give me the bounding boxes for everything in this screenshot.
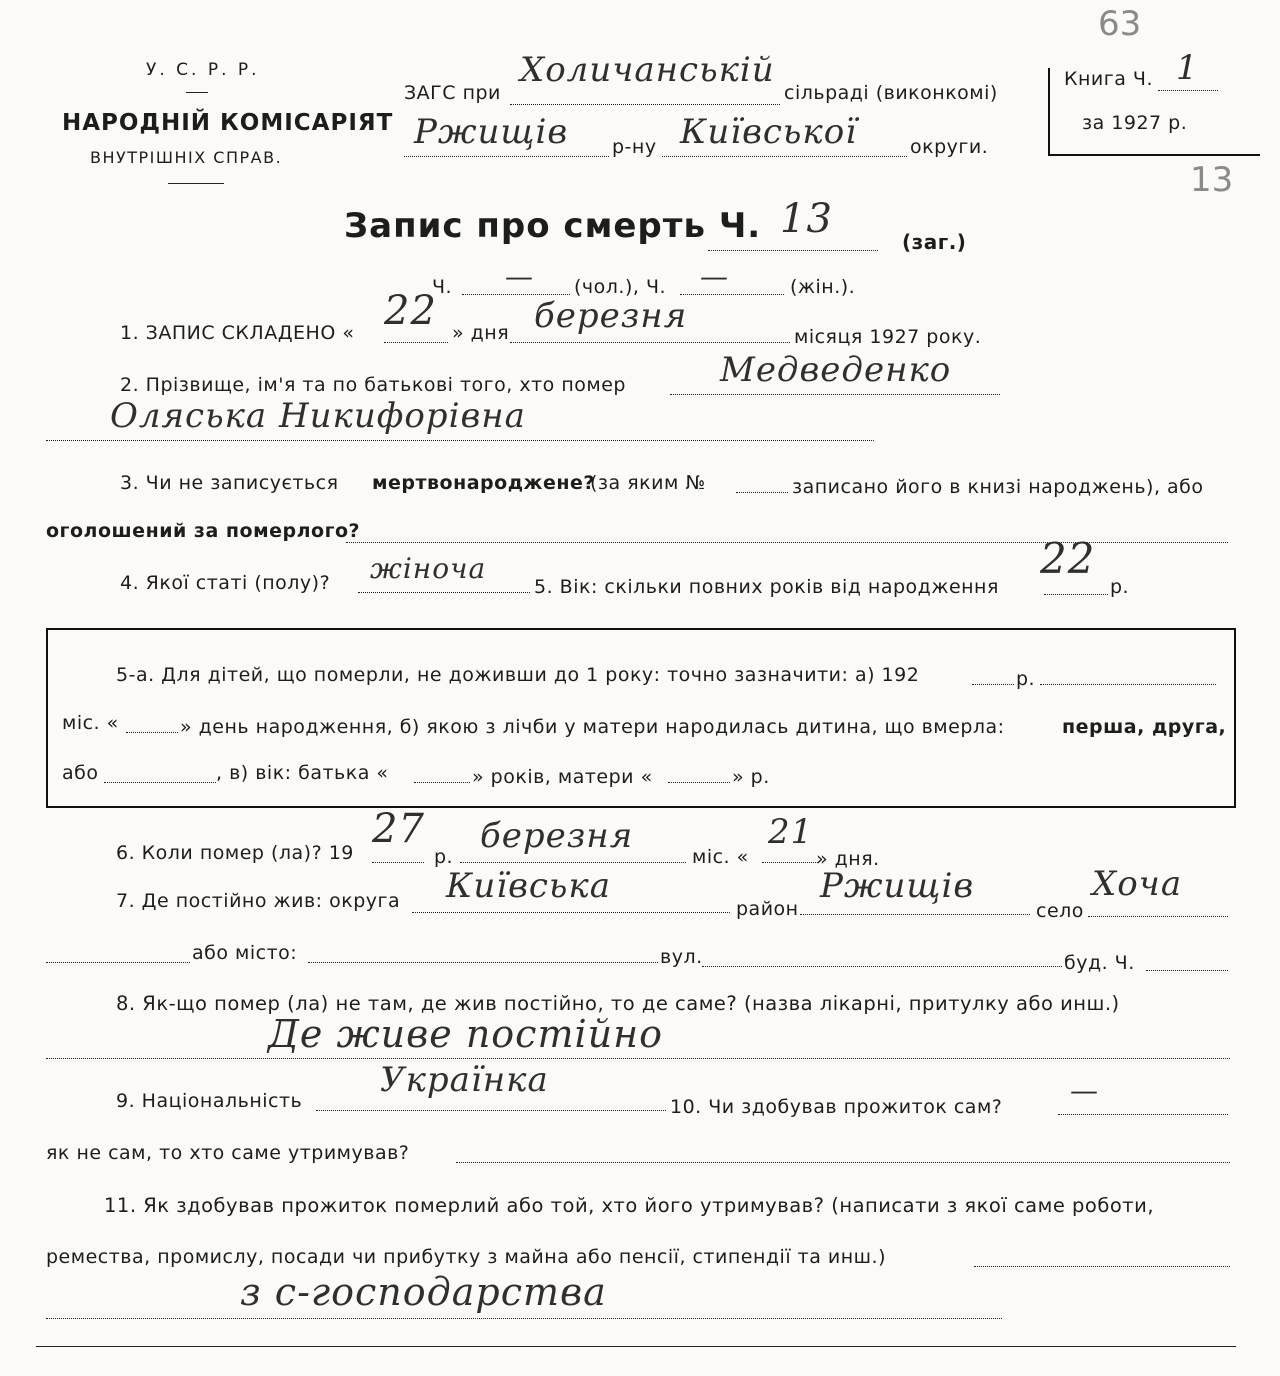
year-label: за 1927 р. xyxy=(1082,112,1188,134)
okruga-line xyxy=(662,156,907,157)
q6-month-label: міс. « xyxy=(692,846,749,868)
q3-label-c: записано його в книзі народжень), або xyxy=(792,476,1204,498)
q1-day-line xyxy=(384,342,448,343)
q5a-order-line xyxy=(104,782,216,783)
q9-nationality-value: Українка xyxy=(380,1060,549,1100)
q9-label: 9. Національність xyxy=(116,1090,303,1112)
q10-label: 10. Чи здобував прожиток сам? xyxy=(670,1096,1003,1118)
q8-answer-value: Де живе постійно xyxy=(268,1012,664,1056)
record-title: Запис про смерть Ч. xyxy=(344,206,762,246)
q5a-father-age-line xyxy=(414,782,470,783)
q7-city-line xyxy=(308,962,658,963)
female-count-line xyxy=(680,294,784,295)
okruga-value: Київської xyxy=(680,112,858,152)
q8-answer-line xyxy=(46,1058,1230,1059)
q5a-year-line xyxy=(972,684,1014,685)
zags-village-value: Холичанській xyxy=(520,50,775,90)
chol-label: (чол.), Ч. xyxy=(574,276,667,298)
q10b-label: як не сам, то хто саме утримував? xyxy=(46,1142,410,1164)
q6-year-value: 27 xyxy=(372,806,425,852)
selrada-label: сільраді (виконкомі) xyxy=(784,82,998,104)
q2-label: 2. Прізвище, ім'я та по батькові того, хто помер xyxy=(120,374,626,396)
q11-answer-line xyxy=(46,1318,1002,1319)
q5a-line2: » день народження, б) якою з лічби у матери народилась дитина, що вмерла: xyxy=(180,716,1005,738)
q3-stillborn-label: мертвонароджене? xyxy=(372,472,595,494)
q11-line2-trail xyxy=(974,1266,1230,1267)
female-count-value: — xyxy=(700,260,729,293)
q7-selo-label: село xyxy=(1036,900,1084,922)
q6-year-suffix: р. xyxy=(434,846,454,868)
q10-self-value: — xyxy=(1070,1074,1099,1107)
okrugy-label: округи. xyxy=(910,136,989,158)
book-num-value: 1 xyxy=(1176,48,1199,88)
q10-self-line xyxy=(1058,1114,1228,1115)
q6-month-value: березня xyxy=(480,816,634,856)
zag-label: (заг.) xyxy=(902,230,967,254)
q7-selo-line xyxy=(1088,916,1228,917)
internal-affairs-label: ВНУТРІШНІХ СПРАВ. xyxy=(90,148,283,167)
q8-label: 8. Як-що помер (ла) не там, де жив постійно, то де саме? (назва лікарні, притулку або инш.) xyxy=(116,992,1120,1015)
district-value: Ржищів xyxy=(414,112,569,152)
q7-city-label: або місто: xyxy=(192,942,298,964)
q5-label: 5. Вік: скільки повних років від народження xyxy=(534,576,999,598)
q5a-month-label: міс. « xyxy=(62,712,119,734)
header-divider xyxy=(186,92,208,93)
q3-label-b: (за яким № xyxy=(590,472,706,494)
q7-okruga-value: Київська xyxy=(446,866,612,906)
q5-years-label: р. xyxy=(1110,576,1130,598)
q3-number-line xyxy=(736,492,788,493)
pencil-note-top: 63 xyxy=(1098,4,1142,44)
bottom-rule xyxy=(36,1346,1236,1347)
q7-street-label: вул. xyxy=(660,946,703,968)
zhin-label: (жін.). xyxy=(790,276,856,298)
q5a-first-second-label: перша, друга, xyxy=(1062,716,1227,738)
record-number-value: 13 xyxy=(780,196,833,242)
q2-name-line xyxy=(46,440,874,441)
q7-okruga-line xyxy=(412,912,730,913)
record-number-line xyxy=(708,250,878,251)
q5a-father-label: , в) вік: батька « xyxy=(216,762,389,784)
ussr-label: У. С. Р. Р. xyxy=(146,60,260,80)
male-count-value: — xyxy=(505,260,534,293)
q1-dnya-label: » дня xyxy=(452,322,510,344)
male-count-label: Ч. xyxy=(432,276,453,298)
q5a-mother-age-line xyxy=(668,782,730,783)
q5-age-line xyxy=(1044,594,1108,595)
q3-declared-dead-label: оголошений за померлого? xyxy=(46,520,361,542)
q7-rayon-line xyxy=(800,914,1030,915)
header-divider-2 xyxy=(168,183,224,184)
q11-line1: 11. Як здобував прожиток померлий або той, хто його утримував? (написати з якої саме роботи, xyxy=(104,1194,1155,1217)
q1-label: 1. ЗАПИС СКЛАДЕНО « xyxy=(120,322,355,344)
district-line xyxy=(404,156,609,157)
q5a-mother-label: » років, матери « xyxy=(472,766,653,788)
commissariat-title: НАРОДНІЙ КОМІСАРІЯТ xyxy=(62,110,394,136)
q2-surname-line xyxy=(670,394,1000,395)
book-label: Книга Ч. xyxy=(1064,68,1153,90)
q5a-or-label: або xyxy=(62,762,99,784)
pencil-note-side: 13 xyxy=(1190,160,1234,200)
q2-name-value: Оляська Никифорівна xyxy=(110,396,526,436)
q5a-year-suffix: р. xyxy=(1016,668,1036,690)
book-num-line xyxy=(1158,90,1218,91)
q6-label: 6. Коли помер (ла)? 19 xyxy=(116,842,354,864)
q4-sex-value: жіноча xyxy=(370,552,487,585)
q7-house-label: буд. Ч. xyxy=(1064,952,1135,974)
q2-surname-value: Медведенко xyxy=(720,350,952,390)
q6-day-value: 21 xyxy=(768,812,814,852)
q7-rayon-value: Ржищів xyxy=(820,866,975,906)
q9-nationality-line xyxy=(316,1110,666,1111)
zags-prefix: ЗАГС при xyxy=(404,82,501,104)
q6-month-line xyxy=(460,862,686,863)
q11-line2: ремества, промислу, посади чи прибутку з майна або пенсії, стипендії та инш.) xyxy=(46,1246,887,1268)
q7-selo-value: Хоча xyxy=(1092,864,1183,904)
q3-declared-line xyxy=(346,542,1228,543)
q1-month-line xyxy=(510,342,790,343)
rnu-label: р-ну xyxy=(612,136,657,158)
q7-rayon-label: район xyxy=(736,898,799,920)
q4-sex-line xyxy=(358,592,530,593)
q7-label: 7. Де постійно жив: округа xyxy=(116,890,401,912)
q1-rest-label: місяця 1927 року. xyxy=(794,326,982,348)
male-count-line xyxy=(462,294,570,295)
q4-label: 4. Якої статі (полу)? xyxy=(120,572,331,594)
q1-month-value: березня xyxy=(534,296,688,336)
q6-day-line xyxy=(762,862,818,863)
q5a-year-trail-line xyxy=(1040,684,1216,685)
q10b-line xyxy=(456,1162,1230,1163)
q5a-mother-suffix: » р. xyxy=(732,766,770,788)
q7-street-line xyxy=(702,966,1062,967)
q5a-day-line xyxy=(126,732,178,733)
q7-city-line-a xyxy=(46,962,190,963)
q3-label-a: 3. Чи не записується xyxy=(120,472,339,494)
q5-age-value: 22 xyxy=(1040,534,1096,583)
q5a-line1: 5-а. Для дітей, що померли, не доживши до 1 року: точно зазначити: а) 192 xyxy=(116,664,920,686)
q1-day-value: 22 xyxy=(384,288,437,334)
zags-village-line xyxy=(510,104,780,105)
q7-house-line xyxy=(1146,970,1228,971)
q6-year-line xyxy=(372,862,424,863)
q6-day-suffix: » дня. xyxy=(816,848,880,870)
q11-answer-value: з с-господарства xyxy=(240,1270,607,1314)
